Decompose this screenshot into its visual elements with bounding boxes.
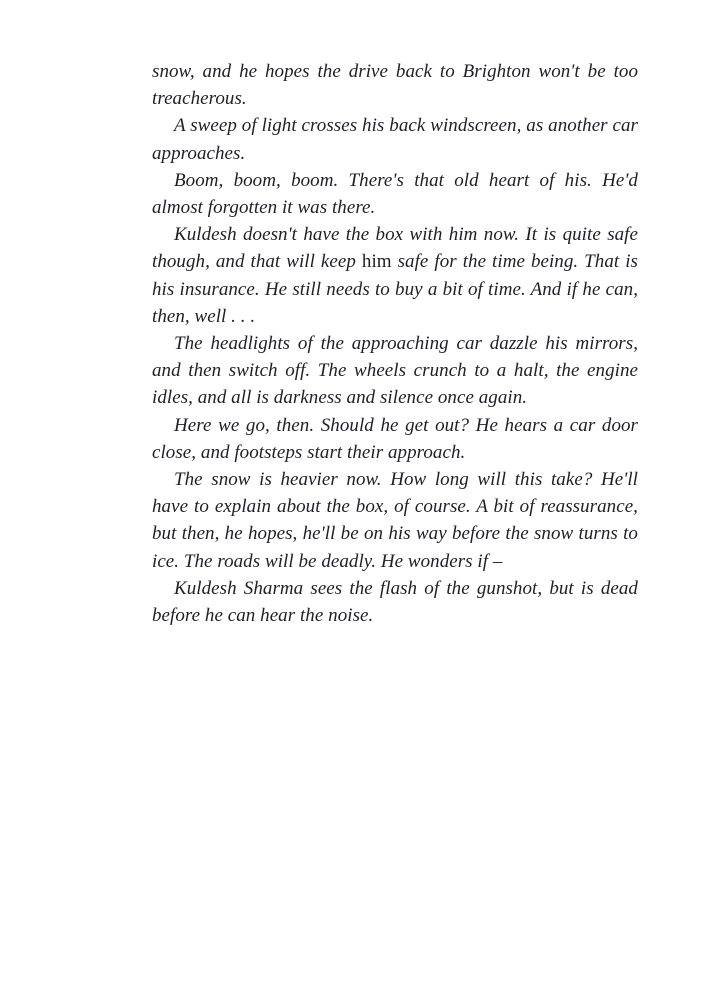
paragraph [152, 221, 638, 330]
body-text [152, 58, 638, 629]
paragraph: The snow is heavier now. How long will this take? He'll have to explain about the box, of course. A bit of reassurance, but then, he hopes, he'll be on his way before the snow turns to ice. The roads will be deadly. He wonders if – [152, 469, 638, 572]
paragraph: snow, and he hopes the drive back to Brighton won't be too treacherous. [152, 61, 638, 110]
paragraph: A sweep of light crosses his back windscreen, as another car approaches. [152, 115, 638, 164]
paragraph-upright-word: him [361, 251, 392, 273]
paragraph-text-part: safe for the time being. That is his insurance. He still needs to buy a bit of time. And if he can, then, well . . . [152, 251, 638, 327]
paragraph: Kuldesh Sharma sees the flash of the gunshot, but is dead before he can hear the noise. [152, 577, 638, 627]
paragraph: Boom, boom, boom. There's that old heart of his. He'd almost forgotten it was there. [152, 169, 638, 219]
paragraph: Here we go, then. Should he get out? He hears a car door close, and footsteps start their approach. [152, 414, 638, 463]
paragraph-text-part: Kuldesh doesn't have the box with him now. It is quite safe though, and that will keep [152, 224, 638, 273]
paragraph: The headlights of the approaching car dazzle his mirrors, and then switch off. The wheels crunch to a halt, the engine idles, and all is darkness and silence once again. [152, 333, 638, 409]
